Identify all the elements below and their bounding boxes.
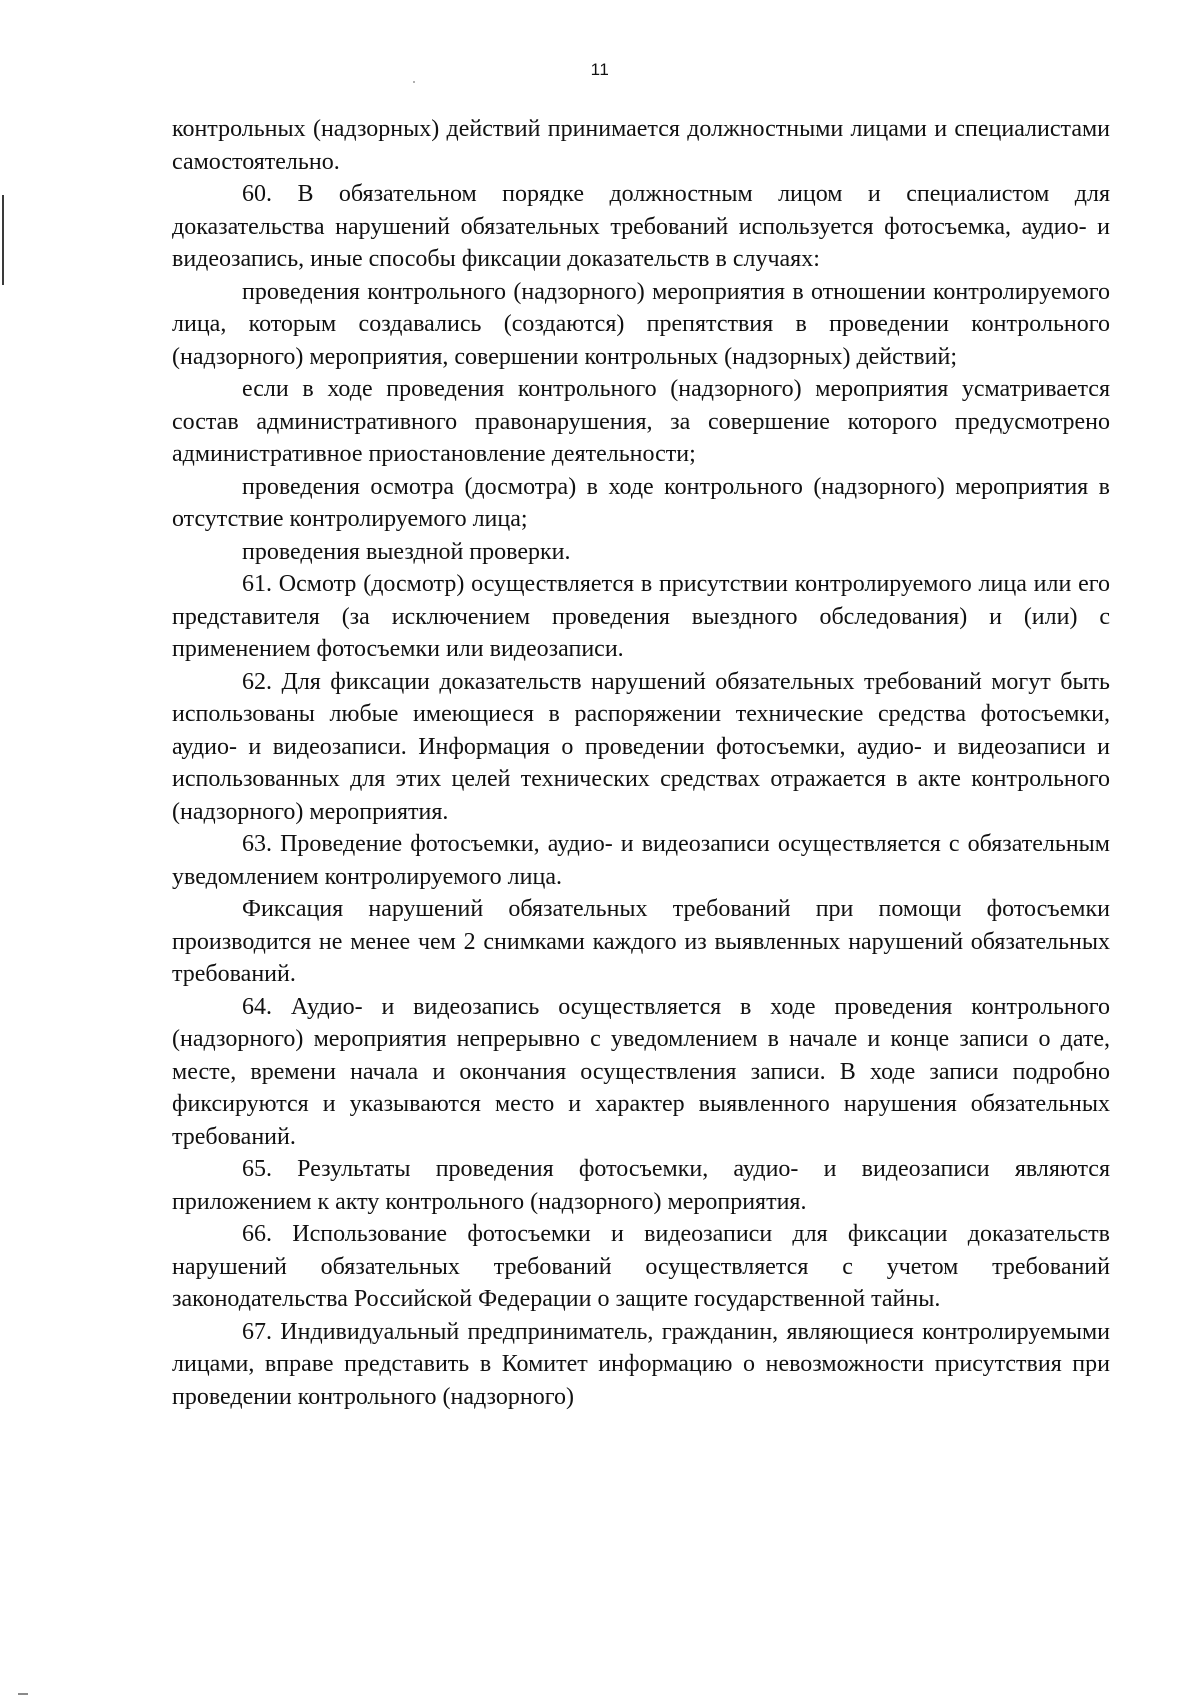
paragraph: 63. Проведение фотосъемки, аудио- и видеозаписи осуществляется с обязательным уведомлением контролируемого лица. (172, 831, 1110, 890)
paragraph: проведения выездной проверки. (242, 538, 571, 565)
paragraph: 62. Для фиксации доказательств нарушений обязательных требований могут быть использованы любые имеющиеся в распоряжении технические средства фотосъемки, аудио- и видеозаписи. Информация о проведении фотосъемки, аудио- и видеозаписи и использованных для этих целей технических средствах отражается в акте контрольного (надзорного) мероприятия. (172, 668, 1110, 825)
paragraph: 66. Использование фотосъемки и видеозаписи для фиксации доказательств нарушений обязательных требований осуществляется с учетом требований законодательства Российской Федерации о защите государственной тайны. (172, 1221, 1110, 1312)
paragraph: Фиксация нарушений обязательных требований при помощи фотосъемки производится не менее чем 2 снимками каждого из выявленных нарушений обязательных требований. (172, 896, 1110, 987)
paragraph: 67. Индивидуальный предприниматель, гражданин, являющиеся контролируемыми лицами, вправе представить в Комитет информацию о невозможности присутствия при проведении контрольного (надзорного) (172, 1318, 1110, 1410)
paragraph: проведения осмотра (досмотра) в ходе контрольного (надзорного) мероприятия в отсутствие контролируемого лица; (172, 473, 1110, 532)
page-number: 11 (590, 60, 610, 79)
paragraph: 61. Осмотр (досмотр) осуществляется в присутствии контролируемого лица или его представителя (за исключением проведения выездного обследования) и (или) с применением фотосъемки или видеозаписи. (172, 571, 1110, 662)
document-body (172, 113, 1110, 1413)
paragraph: если в ходе проведения контрольного (надзорного) мероприятия усматривается состав административного правонарушения, за совершение которого предусмотрено административное приостановление деятельности; (172, 376, 1110, 467)
paragraph: 60. В обязательном порядке должностным лицом и специалистом для доказательства нарушений обязательных требований используется фотосъемка, аудио- и видеозапись, иные способы фиксации доказательств в случаях: (172, 181, 1110, 272)
scan-margin-line (2, 195, 4, 285)
paragraph: 65. Результаты проведения фотосъемки, аудио- и видеозаписи являются приложением к акту контрольного (надзорного) мероприятия. (172, 1156, 1110, 1215)
paragraph: контрольных (надзорных) действий принимается должностными лицами и специалистами самостоятельно. (172, 116, 1110, 175)
scan-speck (413, 81, 415, 83)
paragraph: проведения контрольного (надзорного) мероприятия в отношении контролируемого лица, которым создавались (создаются) препятствия в проведении контрольного (надзорного) мероприятия, совершении контрольных (надзорных) действий; (172, 278, 1110, 370)
paragraph: 64. Аудио- и видеозапись осуществляется в ходе проведения контрольного (надзорного) мероприятия непрерывно с уведомлением в начале и конце записи о дате, месте, времени начала и окончания осуществления записи. В ходе записи подробно фиксируются и указываются место и характер выявленного нарушения обязательных требований. (172, 993, 1110, 1150)
scan-corner-mark (18, 1693, 28, 1695)
